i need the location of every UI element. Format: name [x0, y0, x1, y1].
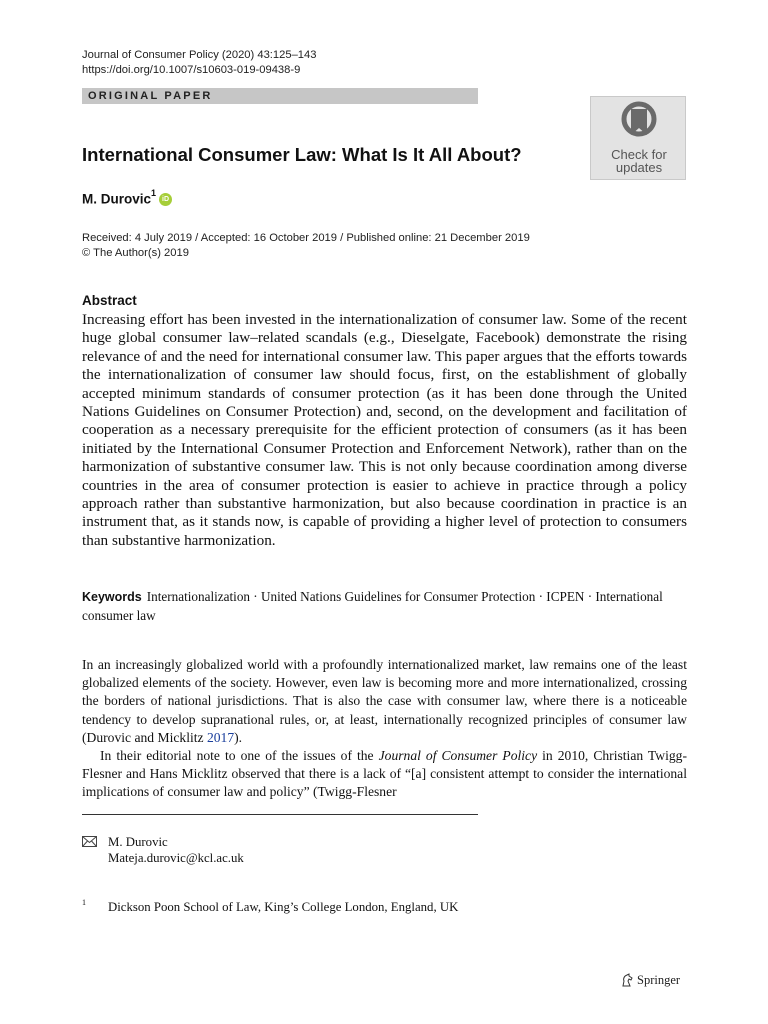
envelope-icon — [82, 836, 97, 847]
doi-link[interactable]: https://doi.org/10.1007/s10603-019-09438-9 — [82, 64, 301, 76]
journal-name-italic: Journal of Consumer Policy — [378, 748, 538, 764]
p2-text-end: in 2010, Christian Twigg-Flesner and Hans Micklitz observed that there is a lack of “[a] consistent attempt to consider the international implications of consumer law and policy” (Twigg-Flesner — [82, 748, 687, 800]
author-name[interactable]: M. Durovic — [82, 191, 152, 207]
abstract-text: Increasing effort has been invested in the internationalization of consumer law. Some of the recent huge global consumer law–related scandals (e.g., Dieselgate, Facebook) demonstrate the rising relevance of and the need for international consumer law. This paper argues that the efforts towards the internationalization of consumer law should focus, first, on the establishment of globally accepted minimum standards of consumer protection (as it has been done through the United Nations Guidelines on Consumer Protection) and, second, on the development and facilitation of cooperation as a necessary prerequisite for the efficient protection of consumers (as it has been initiated by the International Consumer Protection and Enforcement Network), rather than on the harmonization of substantive consumer law. This is not only because coordination among diverse countries in the area of consumer protection is easier to achieve in practice through a policy approach rather than substantive harmonization, but also because coordination in practice is an instrument that, as it stands now, is capable of providing a higher level of protection to consumers than substantive harmonization. — [82, 311, 687, 549]
orcid-icon[interactable]: iD — [159, 193, 172, 206]
publication-dates — [82, 231, 530, 261]
author-line — [82, 190, 172, 207]
correspondence-email[interactable]: Mateja.durovic@kcl.ac.uk — [108, 851, 244, 865]
springer-horse-icon — [620, 973, 634, 987]
publisher-logo — [620, 973, 680, 988]
affiliation-marker: 1 — [82, 898, 86, 907]
body-paragraph-1 — [82, 656, 687, 747]
check-updates-line1: Check for — [611, 147, 667, 162]
dates-line: Received: 4 July 2019 / Accepted: 16 October 2019 / Published online: 21 December 2019 — [82, 232, 530, 244]
copyright-line: © The Author(s) 2019 — [82, 247, 189, 259]
abstract-heading: Abstract — [82, 293, 137, 308]
journal-header — [82, 48, 316, 78]
publisher-name: Springer — [637, 973, 681, 987]
paper-title: International Consumer Law: What Is It All About? — [82, 144, 522, 165]
keywords — [82, 588, 687, 625]
paper-type-banner — [82, 88, 478, 104]
correspondence-name: M. Durovic — [108, 835, 168, 849]
check-for-updates-label — [591, 148, 687, 174]
journal-citation: Journal of Consumer Policy (2020) 43:125–143 — [82, 49, 317, 61]
keywords-label: Keywords — [82, 590, 142, 604]
p1-text: In an increasingly globalized world with a profoundly internationalized market, law remains one of the least globalized elements of the society. However, even law is becoming more and more internationalized, crossing the borders of national jurisdictions. That is also the case with consumer law, where there is a noticeable tendency to develop supranational rules, or, at least, internationally recognized principles of consumer law (Durovic and Micklitz — [82, 657, 687, 745]
p2-text: In their editorial note to one of the issues of the — [100, 748, 379, 764]
p1-text-end: ). — [234, 729, 243, 745]
author-affiliation-marker: 1 — [151, 188, 157, 198]
body-text — [82, 656, 687, 802]
keywords-list: Internationalization · United Nations Guidelines for Consumer Protection · ICPEN · International consumer law — [82, 589, 663, 623]
check-for-updates-badge[interactable] — [590, 96, 686, 180]
affiliation-text: Dickson Poon School of Law, King’s College London, England, UK — [108, 900, 459, 914]
body-paragraph-2 — [82, 747, 687, 802]
paper-type-label: ORIGINAL PAPER — [88, 90, 213, 102]
check-updates-line2: updates — [615, 160, 663, 175]
bookmark-ring-icon — [621, 101, 657, 145]
citation-link-2017[interactable]: 2017 — [206, 729, 235, 745]
footnote-divider — [82, 814, 478, 815]
